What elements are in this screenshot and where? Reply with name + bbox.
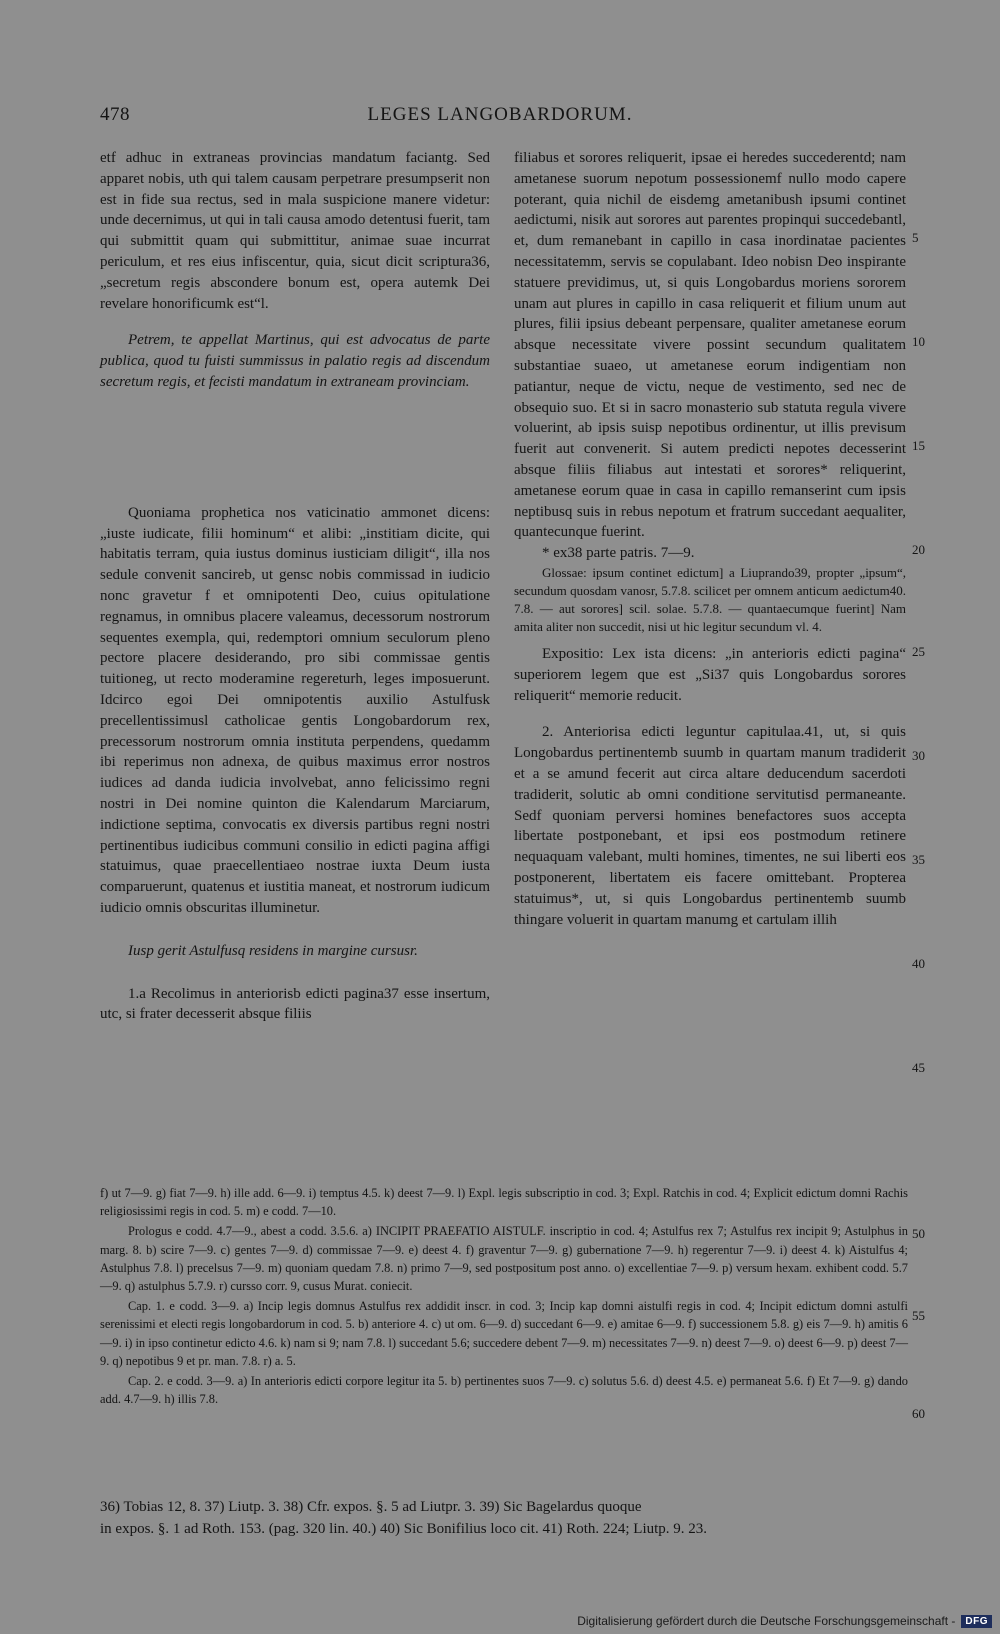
page-header [100, 104, 900, 134]
line-number: 5 [912, 230, 919, 245]
source-references [100, 1496, 908, 1540]
prologue-paragraph: Quoniama prophetica nos vaticinatio ammonet dicens: „iuste iudicate, filii hominum“ et alibi: „institiam dicite, qui habitatis terram, quia iustus dominus iusticiam diligit“, illa nos sedule convenit sancireb, ut gensc nobis commissad in iudicio nonc gravetur f et omnipotenti Deo, cuius opitulatione regnamus, in omnibus placere valeamus, decessorum nostrorum sequentes exempla, qui, redemptori omnium seculorum pleno pectore placere desiderando, pro sibi commissae gentis tuitioneg, ut recto moderamine regereturh, leges imposuerunt. Idcirco egoi Dei omnipotentis auxilio Astulfusk precellentissimusl catholicae gentis Longobardorum rex, precessorum nostrorum omnia instituta perpendens, quedamm ibi reperimus non adnexa, de quibus maximus error nostros iudices ad danda iudicia involvebat, anno felicissimo regni nostri in Dei nomine quinton die Kalendarum Marciarum, indictione septima, convocatis ex diversis partibus regni nostri pertinentibus iudicibus communi consilio in edicti pagina affigi statuimus, quae praecellentiaeo nostrae iuxta Deum iusta comparuerunt, quatenus et iustitia maneat, et nostrorum iudicum iudicio omnis obscuritas illuminetur. [100, 504, 490, 916]
right-column [514, 148, 906, 930]
left-column [100, 148, 490, 1025]
line-number: 30 [912, 748, 925, 763]
line-number: 55 [912, 1308, 925, 1323]
reference-line: in expos. §. 1 ad Roth. 153. (pag. 320 lin. 40.) 40) Sic Bonifilius loco cit. 41) Roth. 224; Liutp. 9. 23. [100, 1521, 708, 1537]
chapter-end-paragraph: etf adhuc in extraneas provincias mandatum faciantg. Sed apparet nobis, uth qui talem causam perpetrare presumpserit non est in fide sua rectus, sed in mala suspicione manere videtur: unde decernimus, ut qui in tali causa amodo detentusi fuerit, tam qui submittit quam qui submittitur, animae suae incurrat periculum, et res eius infiscentur, quia, sicut dicit scriptura36, „secretum regis abscondere bonum est, opera autemk Dei revelare honorificumk est“l. [100, 150, 490, 312]
critical-apparatus [100, 1184, 908, 1410]
apparatus-entry: f) ut 7—9. g) fiat 7—9. h) ille add. 6—9. i) temptus 4.5. k) deest 7—9. l) Expl. legis subscriptio in cod. 3; Expl. Ratchis in cod. 4; Explicit edictum domni Rachis religiosissimi regis in cod. 5. m) e codd. 7—10. [100, 1186, 908, 1219]
line-number: 10 [912, 334, 925, 349]
chapter-1-start: 1.a Recolimus in anteriorisb edicti pagina37 esse insertum, utc, si frater decesserit absque filiis [100, 985, 490, 1023]
line-number: 40 [912, 956, 925, 971]
hexameter-verse: Iusp gerit Astulfusq residens in margine cursusr. [128, 942, 418, 959]
page-number: 478 [100, 104, 130, 125]
digitization-footer [577, 1612, 992, 1630]
line-number: 35 [912, 852, 925, 867]
chapter-2: 2. Anteriorisa edicti leguntur capitulaa.41, ut, si quis Longobardus pertinentemb suumb in quartam manum tradiderit et a se amund fecerit aut circa altare deducendum sacerdoti tradiderit, solutic ab omni conditione servitutisd permaneante. Sedf quoniam perversi homines benefactores suos accepta libertate postponebant, et ipsi eos postmodum retinere nequaquam valebant, multi homines, timentes, ne sui liberti eos postponerent, libertatem eis facere omittebant. Propterea statuimus*, ut, si quis Longobardus pertinentemb suumb thingare voluerit in quartam manumg et cartulam illih [514, 724, 906, 928]
running-title: LEGES LANGOBARDORUM. [367, 104, 633, 125]
line-number: 20 [912, 542, 925, 557]
apparatus-entry: Prologus e codd. 4.7—9., abest a codd. 3.5.6. a) INCIPIT PRAEFATIO AISTULF. inscriptio in cod. 4; Astulfus rex 7; Astulfus rex incipit 9; Astulphus in marg. 8. b) scire 7—9. c) gentes 7—9. d) commissae 7—9. e) deest 4. f) graventur 7—9. g) gubernatione 7—9. h) regerentur 7—9. i) deest 4. k) Aistulfus 4; Astulphus 7.8. l) precelsus 7—9. m) quoniam quedam 7.8. n) primo 7—9, sed postpositum post anno. o) excellentiae 7—9. p) versum hexam. exhibent codd. 5.7—9. q) astulphus 5.7.9. r) cursso corr. 9, cusus Murat. coniecit. [100, 1224, 908, 1294]
line-number: 25 [912, 644, 925, 659]
line-number: 60 [912, 1406, 925, 1421]
apparatus-entry: Cap. 1. e codd. 3—9. a) Incip legis domnus Astulfus rex addidit inscr. in cod. 3; Incip kap domni aistulfi regis in cod. 4; Incipit edictum domni astulfi serenissimi et electi regis longobardorum in cod. 5. b) anteriore 4. c) ut om. 6—9. d) succedant 6—9. e) amitae 6—9. f) successionem 5.8. g) eis 7—9. h) amitis 6—9. i) in ipso continetur edicto 4.6. k) nam si 9; nam 7.8. l) succedant 5.6; succedere debent 7—9. m) necessitates 7—9. n) deest 7—9. o) deest 6—9. p) deest 7—9. q) nepotibus 9 et pr. man. 7.8. r) a. 5. [100, 1299, 908, 1368]
apparatus-entry: Cap. 2. e codd. 3—9. a) In anterioris edicti corpore legitur ita 5. b) pertinentes suos 7—9. c) solutus 5.6. d) deest 4.5. e) permaneat 5.6. f) Et 7—9. g) dando add. 4.7—9. h) illis 7.8. [100, 1374, 908, 1407]
line-number: 45 [912, 1060, 925, 1075]
dfg-logo: DFG [961, 1615, 992, 1628]
expositio: Expositio: Lex ista dicens: „in anterioris edicti pagina“ superiorem legem que est „Si37 quis Longobardus sorores reliquerit“ memorie reducit. [514, 645, 906, 704]
glossae: Glossae: ipsum continet edictum] a Liuprando39, propter „ipsum“, secundum quosdam vanosr, 5.7.8. scilicet per omnem anticum aedictum40. 7.8. — aut sorores] scil. solae. 5.7.8. — quantaecumque fuerint] Nam amita aliter non succedit, nisi ut hic legitur secundum vl. 4. [514, 564, 906, 634]
formula-petrus: Petrem, te appellat Martinus, qui est advocatus de parte publica, quod tu fuisti summissus in palatio regis ad discendum secretum regis, et fecisti mandatum in extraneam provinciam. [100, 332, 490, 390]
reference-line: 36) Tobias 12, 8. 37) Liutp. 3. 38) Cfr. expos. §. 5 ad Liutpr. 3. 39) Sic Bagelardus quoque [100, 1499, 642, 1515]
chapter-1-continued: filiabus et sorores reliquerit, ipsae ei heredes succederentd; nam ametanese suorum nepotum possessionemf nullo modo capere poterant, quia nichil de eisdemg ametanibush ipsumi continet aedictumi, nisik aut sorores aut parentes propinqui succedebantl, et, dum remanebant in capillo in casa inordinatae pacientes necessitatemm, servis se copulabant. Ideo nobisn Deo inspirante statuere previdimus, ut, si quis Longobardus moriens sororem unam aut plures in capillo in casa reliquerit et filium unum aut plures, filii ipsius debeant perpensare, qualiter ametanese eorum absque necessitate vivere possint secundum qualitatem substantiae suaeo, ut ametanese eorum indigentiam non patiantur, neque de victu, neque de vestimento, sed nec de obsequio suo. Et si in sacro monasterio sub statuta regula vivere voluerint, ab ipsis suisp nepotibus ordinentur, ut illis previsum fuerit aut convenerit. Si autem predicti nepotes decesserint absque filiis filiabus aut intestati et sorores* reliquerint, ametanese eorum quae in casa in capillo remanserint cum ipsis neptibusq suis in rebus nepotum et fratrum succedant aequaliter, quantecunque fuerint. [514, 150, 906, 541]
line-number: 50 [912, 1226, 925, 1241]
note-star: * ex38 parte patris. 7—9. [542, 545, 695, 562]
line-number: 15 [912, 438, 925, 453]
funding-note: Digitalisierung gefördert durch die Deutsche Forschungsgemeinschaft - [577, 1614, 956, 1628]
